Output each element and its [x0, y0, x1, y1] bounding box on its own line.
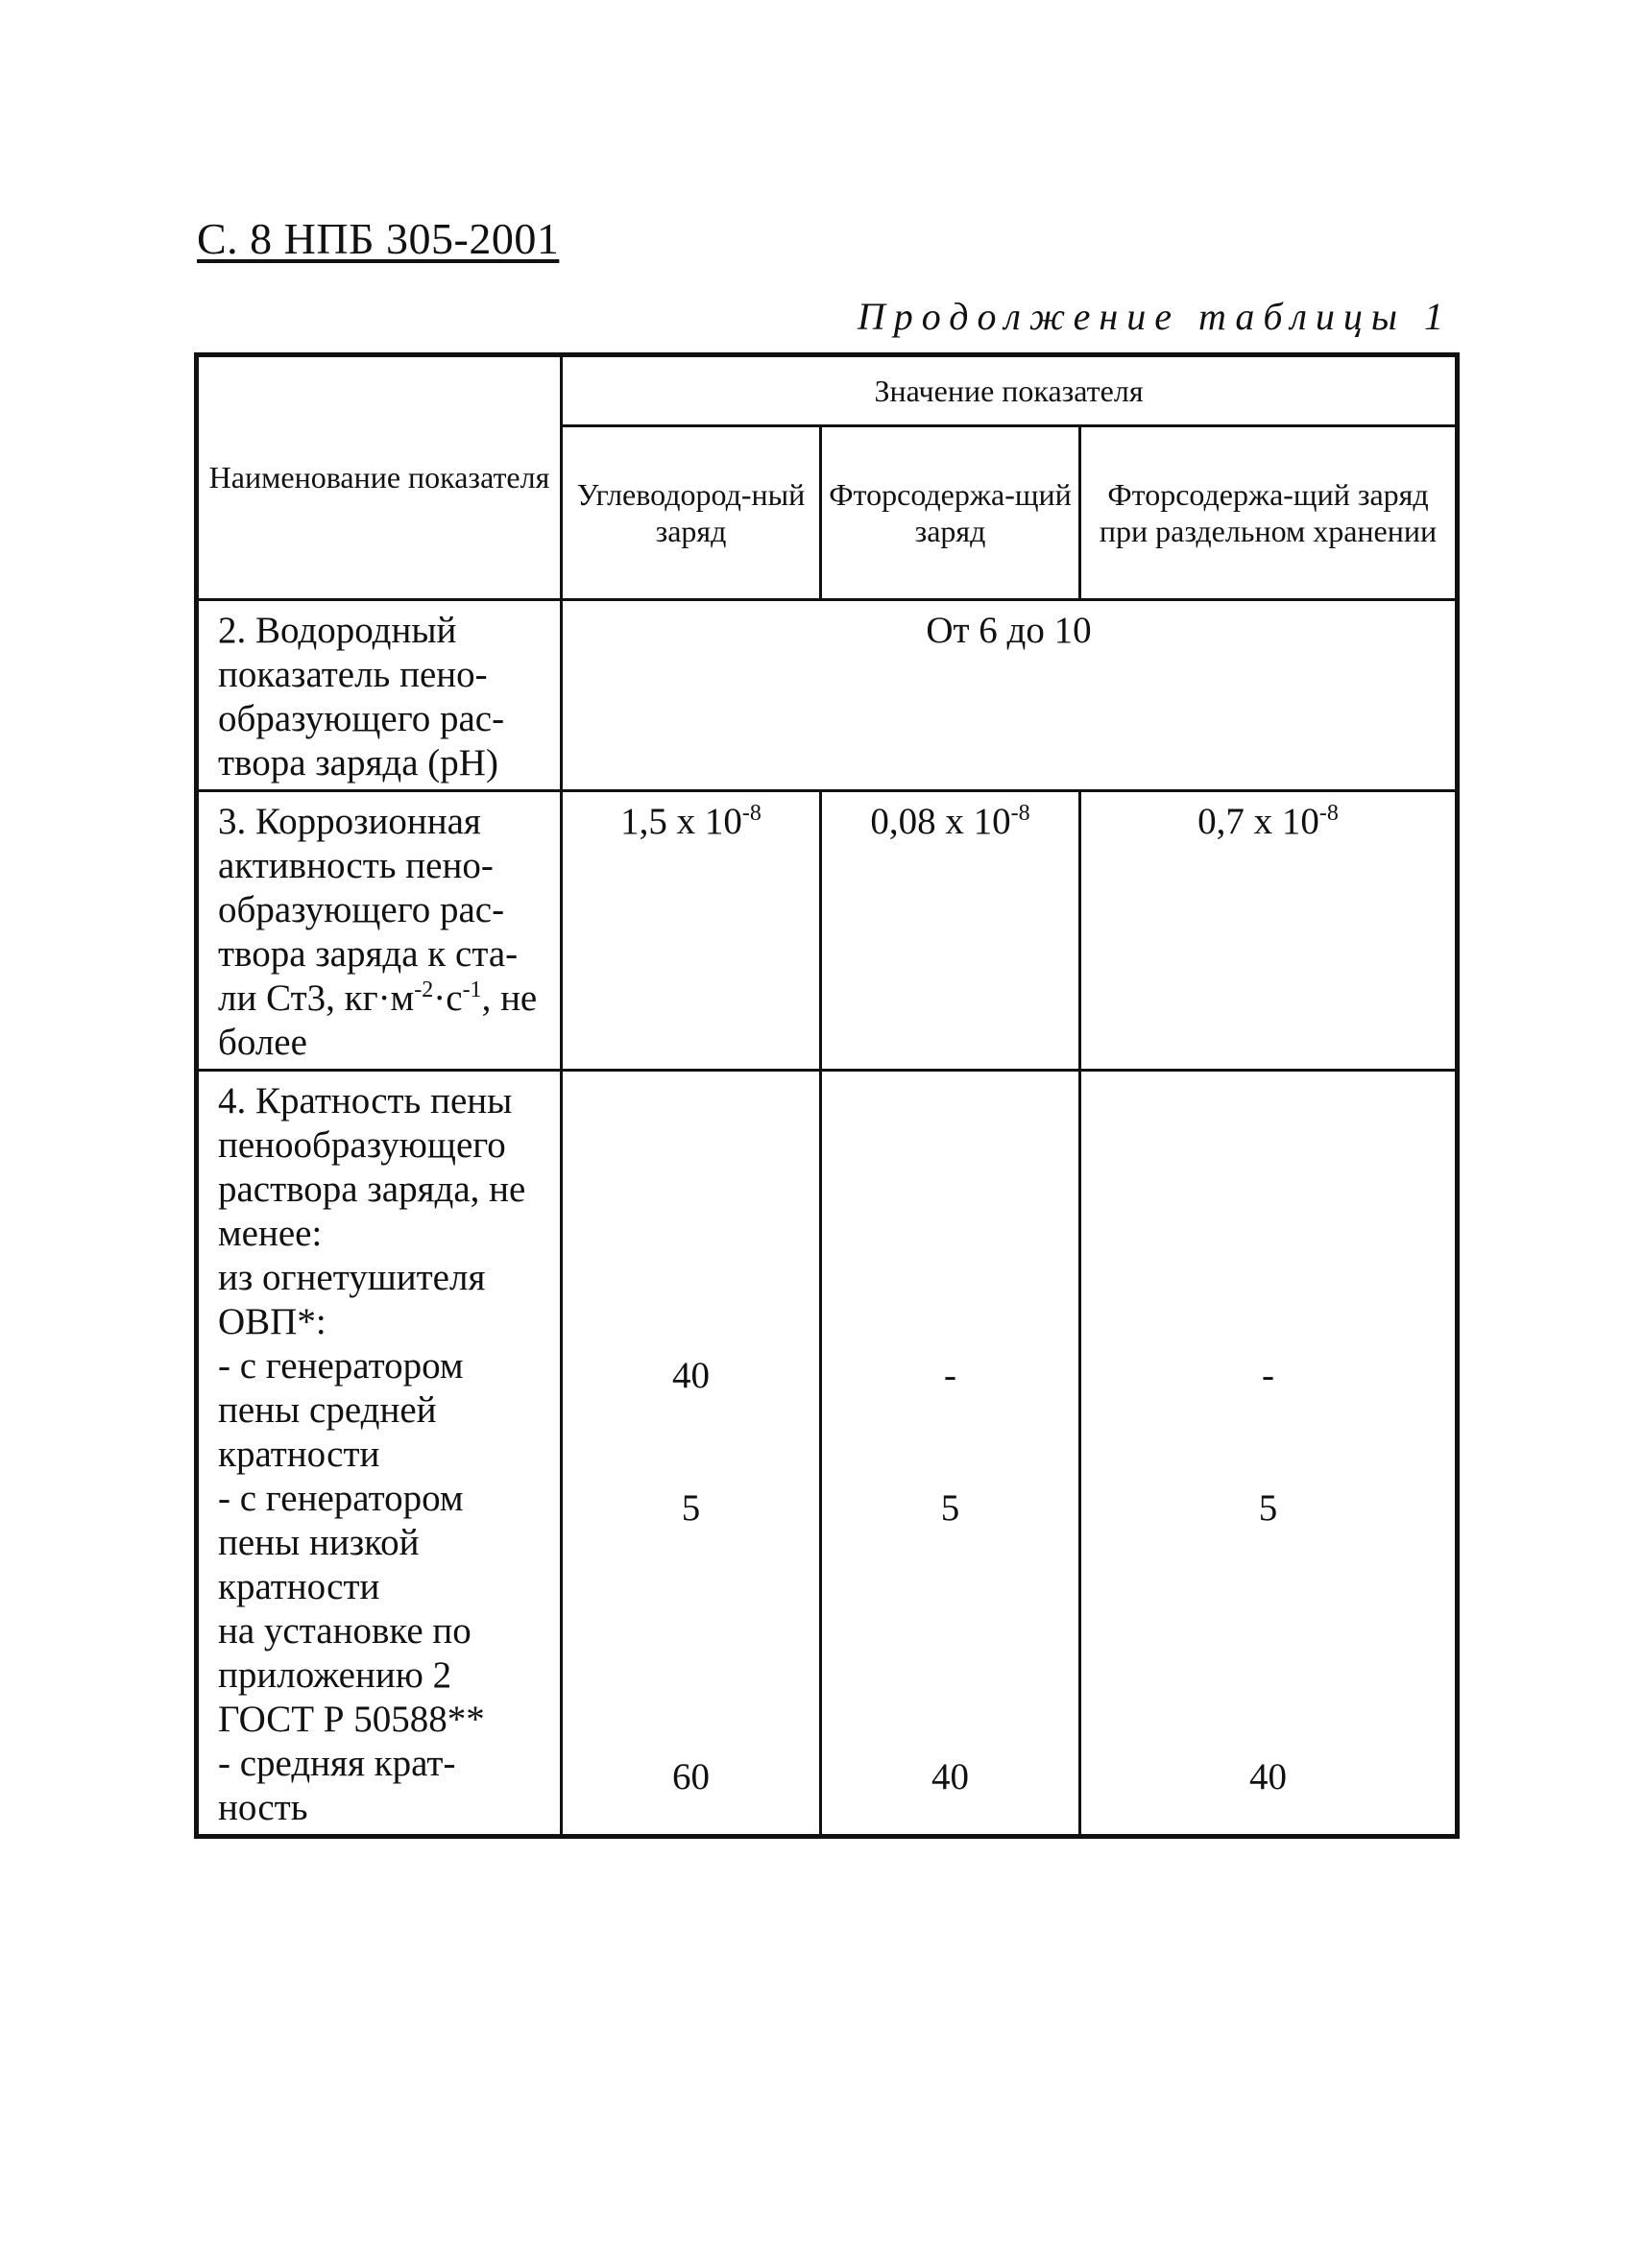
- name-line: на установке по: [218, 1610, 471, 1652]
- name-line: 4. Кратность пены: [218, 1080, 513, 1122]
- value-install: 40: [931, 1756, 969, 1798]
- table-row: [197, 791, 1458, 1071]
- value-corrosion-fluorine-separate: [1080, 791, 1458, 1071]
- name-line: из огнетушителя: [218, 1257, 486, 1298]
- name-line: кратности: [218, 1434, 380, 1475]
- table-row: [197, 600, 1458, 791]
- exp-2: -1: [462, 977, 482, 1002]
- value-medium: -: [1262, 1355, 1274, 1396]
- value-low: 5: [681, 1487, 701, 1529]
- value-medium: -: [944, 1355, 956, 1396]
- row-name-foam-expansion: [197, 1071, 562, 1837]
- row-name-corrosion: [197, 791, 562, 1071]
- name-line: пены средней: [218, 1389, 437, 1431]
- row-name-ph: 2. Водородный показатель пено-образующего рас-твора заряда (pH): [197, 600, 562, 791]
- value-ph-merged: От 6 до 10: [562, 600, 1458, 791]
- col-header-fluorine-separate: Фторсодержа-щий заряд при раздельном хранении: [1080, 426, 1458, 600]
- name-line: кратности: [218, 1566, 380, 1607]
- name-line: - с генератором: [218, 1345, 464, 1387]
- name-line: - с генератором: [218, 1478, 464, 1519]
- value-exponent: -8: [1318, 801, 1339, 826]
- table-row: [197, 1071, 1458, 1837]
- page-reference: С. 8 НПБ 305-2001: [197, 214, 560, 263]
- value-medium: 40: [672, 1355, 710, 1396]
- value-base: 1,5 х 10: [620, 801, 742, 842]
- value-exponent: -8: [741, 801, 762, 826]
- name-line: ность: [218, 1787, 308, 1828]
- name-line: приложению 2: [218, 1654, 452, 1696]
- col-header-fluorine: Фторсодержа-щий заряд: [821, 426, 1080, 600]
- value-expansion-fluorine: [821, 1071, 1080, 1837]
- name-line: - средняя крат-: [218, 1743, 456, 1784]
- exp-1: -2: [414, 977, 434, 1002]
- value-corrosion-fluorine: [821, 791, 1080, 1071]
- value-exponent: -8: [1010, 801, 1030, 826]
- name-line: менее:: [218, 1213, 323, 1254]
- table-caption: Продолжение таблицы 1: [857, 295, 1452, 338]
- value-base: 0,08 х 10: [870, 801, 1011, 842]
- value-base: 0,7 х 10: [1197, 801, 1319, 842]
- parameters-table: [194, 352, 1460, 1839]
- value-expansion-hydrocarbon: [562, 1071, 821, 1837]
- value-install: 40: [1249, 1756, 1287, 1798]
- col-group-header-value: Значение показателя: [562, 355, 1458, 426]
- row-name-corrosion-main: 3. Коррозионная активность пено-образующего рас-твора заряда к ста-ли Ст3, кг·м: [218, 801, 519, 1019]
- value-low: 5: [940, 1487, 960, 1529]
- name-line: пены низкой: [218, 1522, 420, 1563]
- name-line: пенообразующего: [218, 1124, 506, 1166]
- value-install: 60: [672, 1756, 710, 1798]
- col-header-name: Наименование показателя: [197, 355, 562, 600]
- row-name-corrosion-tail: , не более: [218, 977, 538, 1063]
- name-line: ОВП*:: [218, 1301, 326, 1342]
- value-expansion-fluorine-separate: [1080, 1071, 1458, 1837]
- name-line: раствора заряда, не: [218, 1169, 526, 1210]
- value-corrosion-hydrocarbon: [562, 791, 821, 1071]
- row-name-corrosion-mid: ·с: [433, 977, 463, 1019]
- value-low: 5: [1258, 1487, 1278, 1529]
- col-header-hydrocarbon: Углеводород-ный заряд: [562, 426, 821, 600]
- name-line: ГОСТ Р 50588**: [218, 1699, 485, 1740]
